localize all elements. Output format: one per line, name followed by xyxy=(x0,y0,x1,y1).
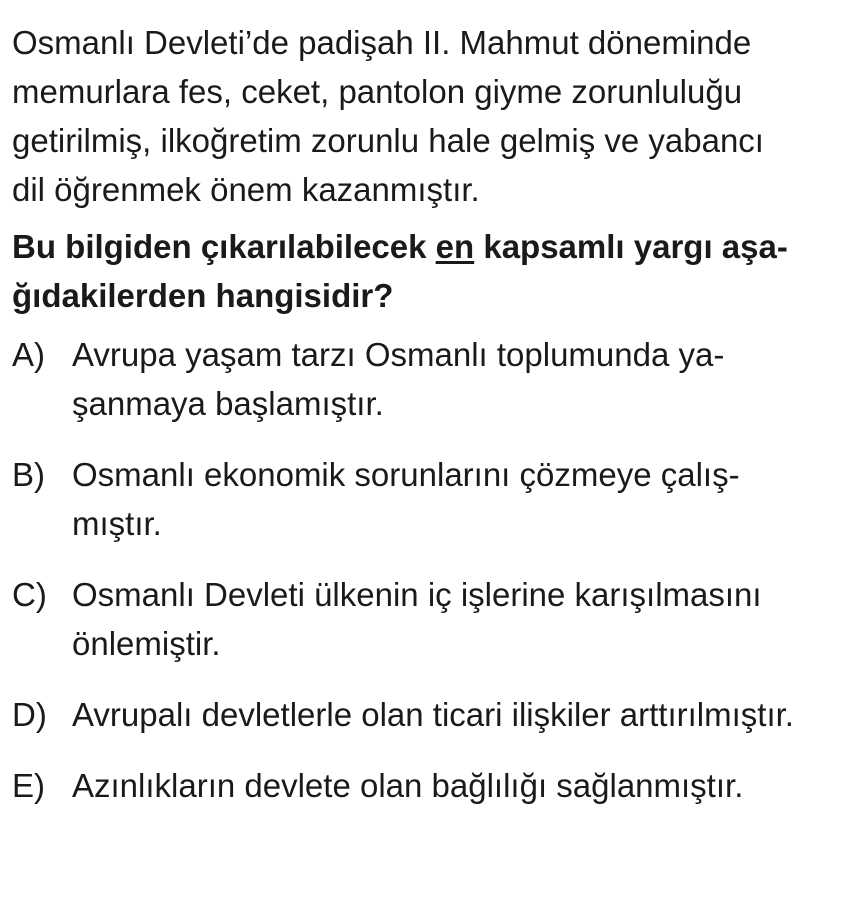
answer-options xyxy=(12,330,842,810)
option-line: mıştır. xyxy=(72,505,162,542)
stem-line: Osmanlı Devleti’de padişah II. Mahmut döneminde xyxy=(12,24,752,61)
option-line: şanmaya başlamıştır. xyxy=(72,385,384,422)
option-text xyxy=(72,761,842,810)
option-line: Azınlıkların devlete olan bağlılığı sağlanmıştır. xyxy=(72,767,744,804)
option-letter: E) xyxy=(12,767,45,804)
stem-line: memurlara fes, ceket, pantolon giyme zorunluluğu xyxy=(12,73,743,110)
option-text xyxy=(72,690,842,739)
prompt-text: ğıdakilerden hangisidir? xyxy=(12,277,394,314)
option-letter: C) xyxy=(12,576,47,613)
option-line: Avrupalı devletlerle olan ticari ilişkiler arttırılmıştır. xyxy=(72,696,794,733)
option-e[interactable] xyxy=(12,761,842,810)
option-line: Osmanlı Devleti ülkenin iç işlerine karışılmasını xyxy=(72,576,762,613)
option-b[interactable] xyxy=(12,450,842,548)
option-letter: D) xyxy=(12,696,47,733)
option-line: Avrupa yaşam tarzı Osmanlı toplumunda ya- xyxy=(72,336,725,373)
prompt-text: Bu bilgiden çıkarılabilecek xyxy=(12,228,436,265)
option-text xyxy=(72,450,842,548)
question-block xyxy=(12,18,842,832)
stem-line: getirilmiş, ilkoğretim zorunlu hale gelmiş ve yabancı xyxy=(12,122,764,159)
option-letter: B) xyxy=(12,456,45,493)
question-stem xyxy=(12,18,842,214)
question-prompt xyxy=(12,222,842,320)
option-line: Osmanlı ekonomik sorunlarını çözmeye çalış- xyxy=(72,456,740,493)
prompt-text: kapsamlı yargı aşa- xyxy=(474,228,788,265)
option-a[interactable] xyxy=(12,330,842,428)
stem-line: dil öğrenmek önem kazanmıştır. xyxy=(12,171,480,208)
option-letter: A) xyxy=(12,336,45,373)
option-text xyxy=(72,330,842,428)
option-line: önlemiştir. xyxy=(72,625,221,662)
option-c[interactable] xyxy=(12,570,842,668)
option-text xyxy=(72,570,842,668)
option-d[interactable] xyxy=(12,690,842,739)
prompt-emphasis: en xyxy=(435,228,475,265)
